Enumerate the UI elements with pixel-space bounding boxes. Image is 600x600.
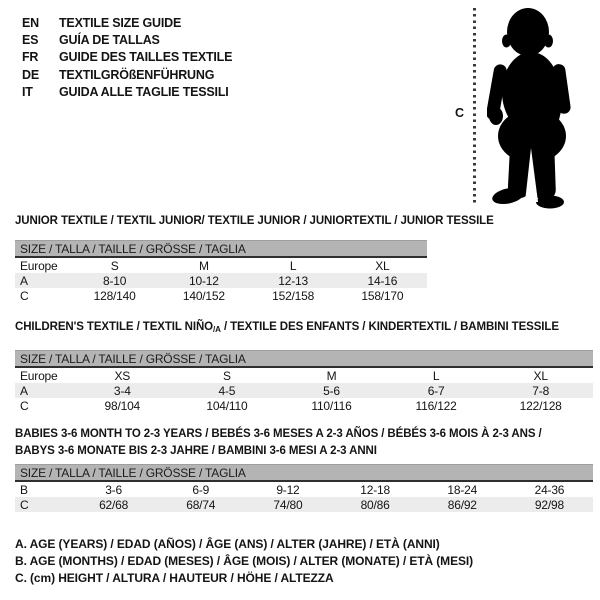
table-cell: XL (375, 258, 390, 273)
table-cell: 5-6 (323, 383, 340, 398)
table-cell: 12-18 (360, 482, 390, 497)
children-table-title (15, 321, 593, 336)
table-cell: 24-36 (534, 482, 565, 497)
table-row-b (15, 482, 593, 497)
height-dotted-line (473, 8, 476, 206)
table-cell: 7-8 (532, 383, 550, 398)
table-cell: L (432, 368, 440, 383)
table-cell: 3-6 (105, 482, 122, 497)
table-title-line (15, 443, 593, 460)
title-text: BABYS 3-6 MONATE BIS 2-3 JAHRE / BAMBINI 3-6 MESI A 2-3 ANNI (15, 444, 377, 457)
language-label: TEXTILGRÖßENFÜHRUNG (59, 67, 215, 82)
legend-line-c: C. (cm) HEIGHT / ALTURA / HAUTEUR / HÖHE / ALTEZZA (15, 571, 334, 585)
table-cell: M (198, 258, 209, 273)
row-label: C (20, 398, 29, 413)
table-cell: 10-12 (189, 273, 219, 288)
table-row-c (15, 288, 427, 303)
table-row-a (15, 383, 593, 398)
row-label: Europe (20, 258, 58, 273)
table-row-c (15, 398, 593, 413)
junior-textile-table (15, 215, 494, 303)
babies-textile-table (15, 426, 593, 512)
language-row-fr (22, 49, 232, 66)
table-cell: 104/110 (206, 398, 248, 413)
title-text: JUNIOR TEXTILE / TEXTIL JUNIOR/ TEXTILE JUNIOR / JUNIORTEXTIL / JUNIOR TESSILE (15, 215, 494, 227)
table-cell: 158/170 (361, 288, 404, 303)
height-dimension-label: C (455, 106, 465, 120)
table-cell: 6-9 (192, 482, 210, 497)
table-cell: 4-5 (218, 383, 236, 398)
table-cell: S (222, 368, 231, 383)
table-cell: L (289, 258, 297, 273)
row-label: C (20, 288, 29, 303)
table-cell: M (326, 368, 337, 383)
junior-table-body (15, 258, 427, 303)
junior-table-title (15, 215, 494, 227)
table-cell: S (110, 258, 119, 273)
row-label: B (20, 482, 28, 497)
table-cell: 8-10 (103, 273, 127, 288)
table-cell: 86/92 (447, 497, 477, 512)
table-cell: 6-7 (427, 383, 445, 398)
language-row-it (22, 84, 232, 101)
language-label: TEXTILE SIZE GUIDE (59, 16, 182, 30)
table-cell: 110/116 (311, 398, 352, 413)
legend-line-a: A. AGE (YEARS) / EDAD (AÑOS) / ÂGE (ANS) / ALTER (JAHRE) / ETÀ (ANNI) (15, 537, 440, 551)
babies-size-header-bar: SIZE / TALLA / TAILLE / GRÖSSE / TAGLIA (15, 464, 593, 482)
row-label: C (20, 497, 29, 512)
table-title-line (15, 321, 593, 336)
language-label: GUIDA ALLE TAGLIE TESSILI (59, 84, 229, 99)
measurement-legend (15, 536, 473, 587)
title-text: CHILDREN'S TEXTILE / TEXTIL NIÑO (15, 321, 214, 333)
title-subscript: /A (213, 325, 221, 334)
table-cell: 3-4 (113, 383, 131, 398)
table-cell: 9-12 (276, 482, 300, 497)
table-cell: 12-13 (278, 273, 308, 288)
table-cell: 140/152 (182, 288, 225, 303)
table-cell: 152/158 (272, 288, 315, 303)
table-cell: 98/104 (104, 398, 141, 413)
table-cell: 14-16 (367, 273, 398, 288)
language-guide (22, 15, 232, 101)
babies-table-body (15, 482, 593, 512)
language-code: FR (22, 50, 39, 65)
children-textile-table (15, 321, 593, 413)
table-cell: 62/68 (99, 497, 129, 512)
legend-line-b: B. AGE (MONTHS) / EDAD (MESES) / ÂGE (MOIS) / ALTER (MONATE) / ETÀ (MESI) (15, 554, 474, 568)
table-title-line (15, 215, 494, 227)
junior-size-header-bar: SIZE / TALLA / TAILLE / GRÖSSE / TAGLIA (15, 240, 427, 258)
table-cell: 80/86 (360, 497, 390, 512)
language-label: GUÍA DE TALLAS (59, 33, 160, 48)
title-text: / TEXTILE DES ENFANTS / KINDERTEXTIL / BAMBINI TESSILE (220, 321, 559, 333)
toddler-silhouette-image (487, 6, 583, 212)
table-cell: 122/128 (519, 398, 562, 413)
table-cell: 116/122 (415, 398, 457, 413)
table-cell: XL (533, 368, 548, 383)
table-title-line (15, 426, 593, 443)
table-cell: 128/140 (93, 288, 136, 303)
table-cell: 68/74 (186, 497, 216, 512)
language-code: IT (22, 84, 33, 99)
language-code: DE (22, 67, 39, 82)
title-text: BABIES 3-6 MONTH TO 2-3 YEARS / BEBÉS 3-6 MESES A 2-3 AÑOS / BÉBÉS 3-6 MOIS À 2-3 ANS / (15, 428, 542, 440)
row-label: A (20, 273, 28, 288)
row-label: A (20, 383, 28, 398)
language-row-en (22, 15, 232, 32)
language-label: GUIDE DES TAILLES TEXTILE (59, 50, 233, 65)
table-cell: XS (114, 368, 131, 383)
table-row-c (15, 497, 593, 512)
table-row-a (15, 273, 427, 288)
language-row-es (22, 32, 232, 49)
table-cell: 92/98 (534, 497, 564, 512)
table-row-europe (15, 368, 593, 383)
language-row-de (22, 67, 232, 84)
table-cell: 18-24 (447, 482, 478, 497)
row-label: Europe (20, 368, 58, 383)
children-size-header-bar: SIZE / TALLA / TAILLE / GRÖSSE / TAGLIA (15, 350, 593, 368)
language-code: ES (22, 33, 39, 48)
babies-table-title (15, 426, 593, 459)
table-row-europe (15, 258, 427, 273)
language-code: EN (22, 16, 39, 30)
table-cell: 74/80 (273, 497, 303, 512)
children-table-body (15, 368, 593, 413)
